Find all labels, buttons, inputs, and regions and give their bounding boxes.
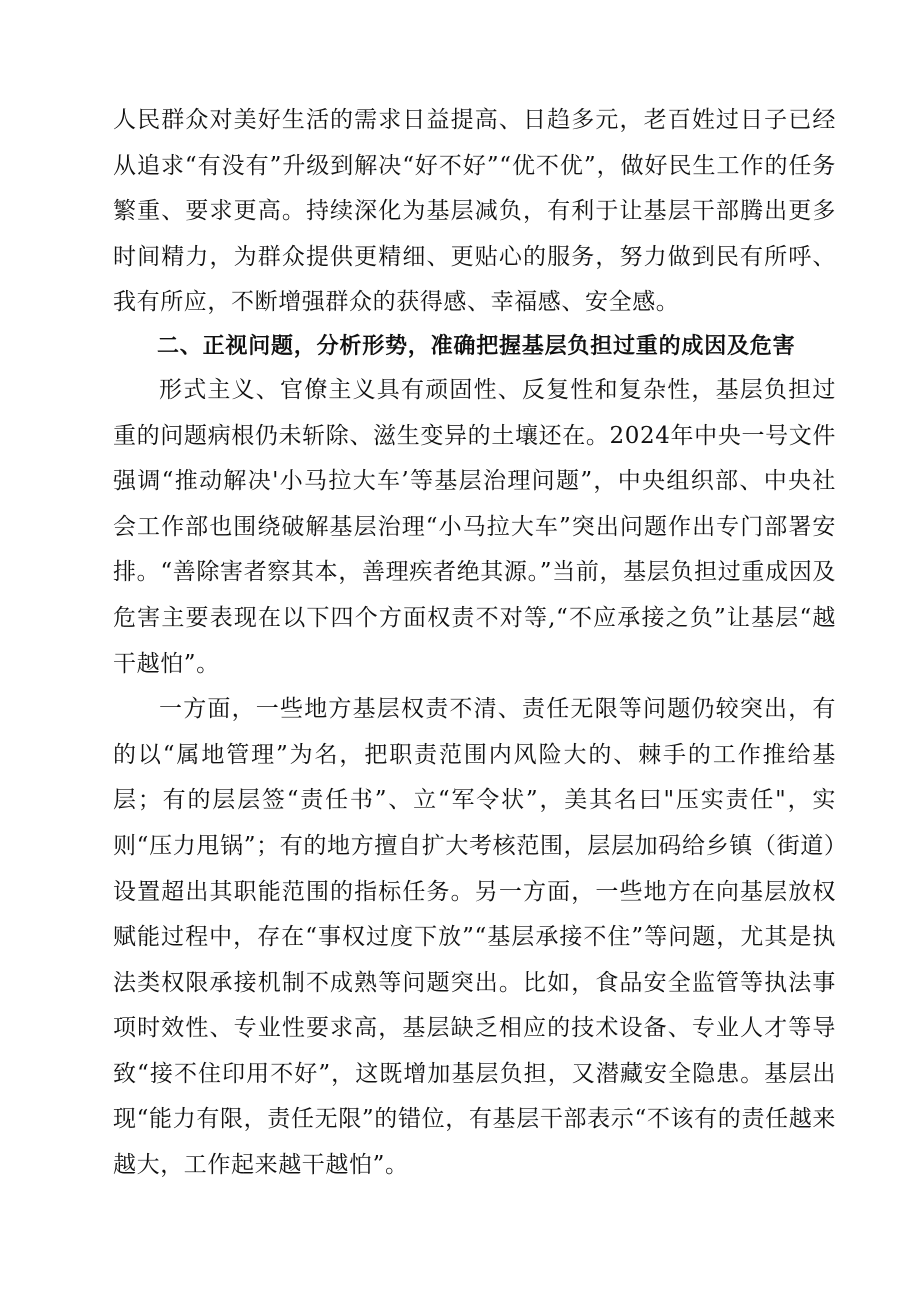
body-paragraph-1: 人民群众对美好生活的需求日益提高、日趋多元，老百姓过日子已经从追求“有没有”升级到解决“好不好”“优不优”，做好民生工作的任务繁重、要求更高。持续深化为基层减负，有利于让基层干部腾出更多时间精力，为群众提供更精细、更贴心的服务，努力做到民有所呼、我有所应，不断增强群众的获得感、幸福感、安全感。 bbox=[113, 107, 836, 316]
document-page bbox=[113, 98, 836, 1189]
section-heading-2: 二、正视问题，分析形势，准确把握基层负担过重的成因及危害 bbox=[157, 333, 796, 359]
body-paragraph-2: 形式主义、官僚主义具有顽固性、反复性和复杂性，基层负担过重的问题病根仍未斩除、滋生变异的土壤还在。2024年中央一号文件强调“推动解决'小马拉大车’等基层治理问题”，中央组织部、中央社会工作部也围绕破解基层治理“小马拉大车”突出问题作出专门部署安排。“善除害者察其本，善理疾者绝其源。”当前，基层负担过重成因及危害主要表现在以下四个方面权责不对等,“不应承接之负”让基层“越干越怕”。 bbox=[113, 376, 836, 677]
body-paragraph-3: 一方面，一些地方基层权责不清、责任无限等问题仍较突出，有的以“属地管理”为名，把职责范围内风险大的、棘手的工作推给基层；有的层层签“责任书”、立“军令状”，美其名曰"压实责任"，实则“压力甩锅”；有的地方擅自扩大考核范围，层层加码给乡镇（街道）设置超出其职能范围的指标任务。另一方面，一些地方在向基层放权赋能过程中，存在“事权过度下放”“基层承接不住”等问题，尤其是执法类权限承接机制不成熟等问题突出。比如，食品安全监管等执法事项时效性、专业性要求高，基层缺乏相应的技术设备、专业人才等导致“接不住印用不好”，这既增加基层负担，又潜藏安全隐患。基层出现“能力有限，责任无限”的错位，有基层干部表示“不该有的责任越来越大，工作起来越干越怕”。 bbox=[113, 696, 836, 1179]
